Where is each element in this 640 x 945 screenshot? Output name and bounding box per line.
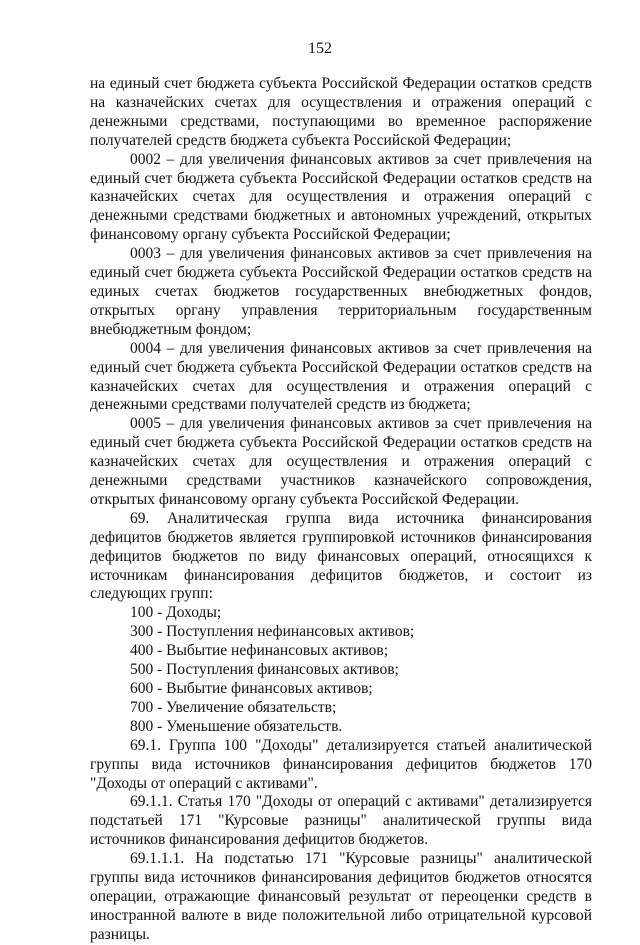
list-item: 500 - Поступления финансовых активов; bbox=[130, 661, 399, 679]
list-item: 600 - Выбытие финансовых активов; bbox=[130, 680, 373, 697]
list-item: 700 - Увеличение обязательств; bbox=[130, 698, 337, 716]
list-item: 800 - Уменьшение обязательств. bbox=[130, 717, 343, 735]
paragraph: 69.1.1. Статья 170 "Доходы от операций с активами" детализируется подстатьей 171 "Курсовые разницы" аналитической группы вида источников финансирования дефицитов бюджетов. bbox=[90, 793, 592, 849]
paragraph: 0004 – для увеличения финансовых активов за счет привлечения на единый счет бюджета субъекта Российской Федерации остатков средств на казначейских счетах для осуществления и отражения операций с денежными средствами получателей средств из бюджета; bbox=[90, 339, 592, 414]
document-body bbox=[90, 75, 592, 945]
paragraph: 69.1. Группа 100 "Доходы" детализируется статьей аналитической группы вида источников финансирования дефицитов бюджетов 170 "Доходы от операций с активами". bbox=[90, 736, 592, 792]
page-number: 152 bbox=[308, 40, 332, 57]
paragraph: 69. Аналитическая группа вида источника финансирования дефицитов бюджетов является группировкой источников финансирования дефицитов бюджетов по виду финансовых операций, относящихся к источникам финансирования дефицитов бюджетов, и состоит из следующих групп: bbox=[90, 509, 592, 603]
paragraph: 0002 – для увеличения финансовых активов за счет привлечения на единый счет бюджета субъекта Российской Федерации остатков средств на казначейских счетах для осуществления и отражения операций с денежными средствами бюджетных и автономных учреждений, открытых финансовому органу субъекта Российской Федерации; bbox=[90, 150, 592, 244]
list-item: 300 - Поступления нефинансовых активов; bbox=[130, 623, 415, 641]
list-item: 400 - Выбытие нефинансовых активов; bbox=[130, 642, 389, 660]
paragraph: 69.1.1.1. На подстатью 171 "Курсовые разницы" аналитической группы вида источников финансирования дефицитов бюджетов относятся операции, отражающие финансовый результат от переоценки средств в иностранной валюте в виде положительной либо отрицательной курсовой разницы. bbox=[90, 850, 592, 943]
paragraph: 0005 – для увеличения финансовых активов за счет привлечения на единый счет бюджета субъекта Российской Федерации остатков средств на казначейских счетах для осуществления и отражения операций с денежными средствами участников казначейского сопровождения, открытых финансовому органу субъекта Российской Федерации. bbox=[90, 415, 592, 508]
paragraph: на единый счет бюджета субъекта Российской Федерации остатков средств на казначейских счетах для осуществления и отражения операций с денежными средствами, поступающими во временное распоряжение получателей средств бюджета субъекта Российской Федерации; bbox=[90, 75, 592, 149]
list-item: 100 - Доходы; bbox=[130, 604, 222, 622]
paragraph: 0003 – для увеличения финансовых активов за счет привлечения на единый счет бюджета субъекта Российской Федерации остатков средств на единых счетах бюджетов государственных внебюджетных фондов, открытых органу управления территориальным государственным внебюджетным фондом; bbox=[90, 245, 592, 338]
